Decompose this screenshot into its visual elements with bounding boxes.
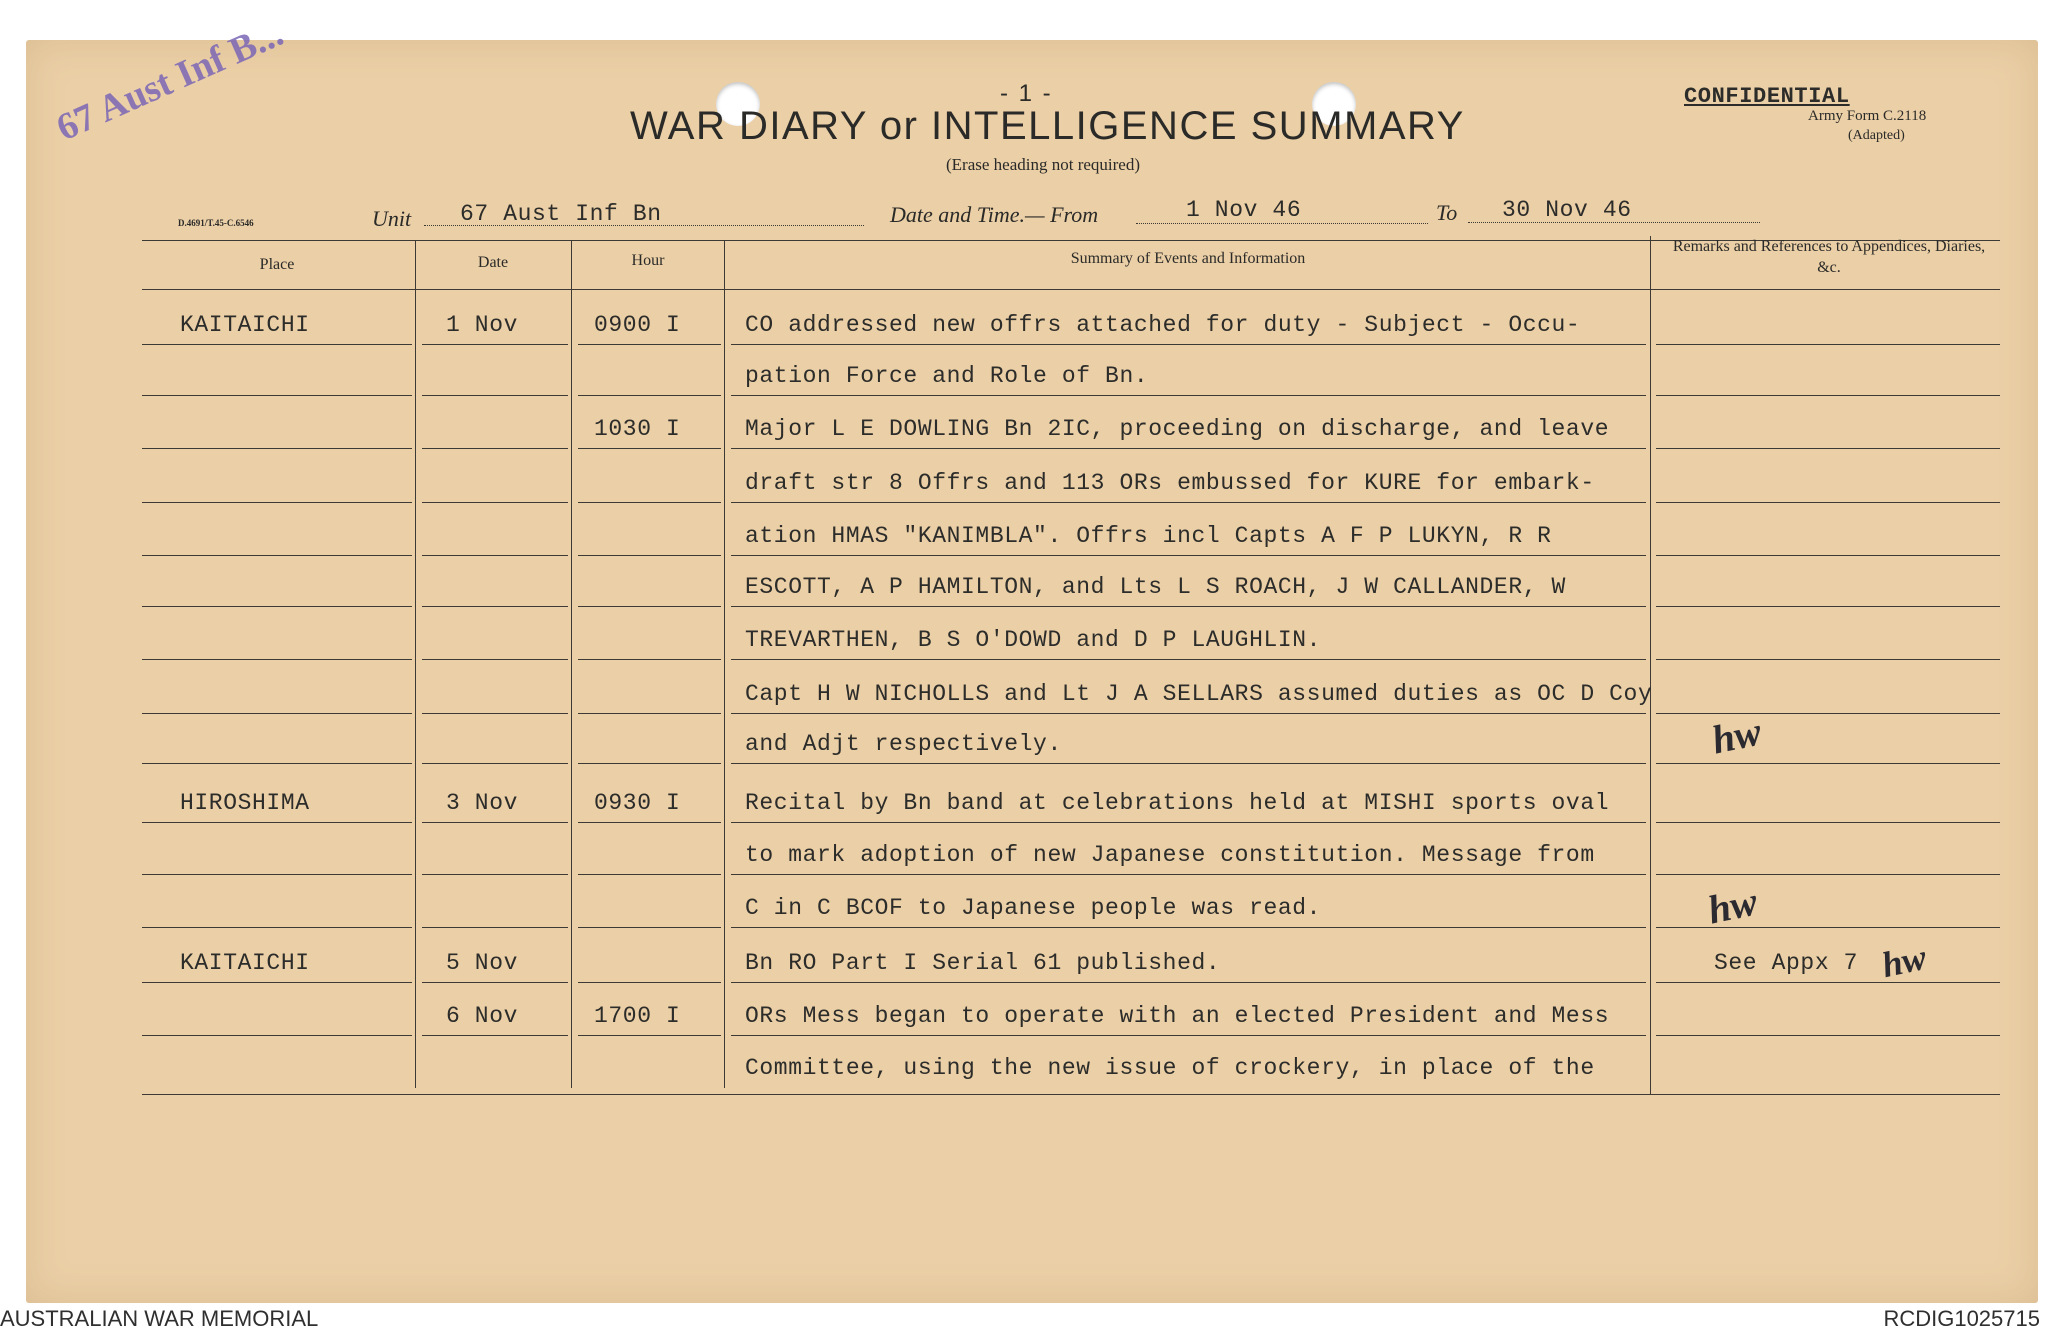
diary-page [26, 40, 2038, 1303]
cell-summary: Recital by Bn band at celebrations held at MISHI sports oval [745, 790, 1610, 816]
cell-summary: and Adjt respectively. [745, 731, 1062, 757]
cell-hour: 1030 I [594, 416, 681, 442]
print-code: D.4691/T.45-C.6546 [178, 218, 254, 228]
cell-summary: C in C BCOF to Japanese people was read. [745, 895, 1322, 921]
form-number: Army Form C.2118 [1808, 108, 1927, 124]
date-from-value: 1 Nov 46 [1186, 197, 1302, 223]
column-header-hour: Hour [631, 252, 665, 269]
initials-signature: hw [1703, 878, 1762, 933]
column-header-date: Date [477, 254, 509, 271]
cell-place: KAITAICHI [180, 312, 310, 338]
cell-date: 6 Nov [446, 1003, 519, 1029]
date-to-label: To [1436, 200, 1458, 225]
date-from-label: Date and Time.— From [890, 202, 1099, 227]
cell-hour: 0900 I [594, 312, 681, 338]
initials-signature: hw [1707, 708, 1766, 763]
cell-remarks: See Appx 7 [1714, 950, 1859, 976]
cell-summary: pation Force and Role of Bn. [745, 363, 1149, 389]
unit-label: Unit [372, 206, 412, 231]
column-header-remarks: Remarks and References to Appendices, Diaries, &c. [1672, 238, 1986, 276]
cell-summary: ESCOTT, A P HAMILTON, and Lts L S ROACH, J W CALLANDER, W [745, 574, 1566, 600]
cell-summary: TREVARTHEN, B S O'DOWD and D P LAUGHLIN. [745, 627, 1322, 653]
cell-hour: 0930 I [594, 790, 681, 816]
cell-summary: draft str 8 Offrs and 113 ORs embussed for KURE for embark- [745, 470, 1595, 496]
classification-label: CONFIDENTIAL [1684, 84, 1850, 109]
footer-archive-name: AUSTRALIAN WAR MEMORIAL [0, 1306, 319, 1331]
cell-date: 1 Nov [446, 312, 519, 338]
cell-hour: 1700 I [594, 1003, 681, 1029]
cell-date: 5 Nov [446, 950, 519, 976]
cell-date: 3 Nov [446, 790, 519, 816]
page-title: WAR DIARY or INTELLIGENCE SUMMARY [630, 104, 1465, 148]
cell-summary: ORs Mess began to operate with an elected President and Mess [745, 1003, 1610, 1029]
page-subtitle: (Erase heading not required) [946, 155, 1140, 174]
column-header-place: Place [259, 256, 295, 273]
form-note: (Adapted) [1848, 128, 1905, 143]
cell-place: KAITAICHI [180, 950, 310, 976]
cell-place: HIROSHIMA [180, 790, 310, 816]
date-to-value: 30 Nov 46 [1502, 197, 1632, 223]
cell-summary: Capt H W NICHOLLS and Lt J A SELLARS assumed duties as OC D Coy [745, 681, 1653, 707]
cell-summary: Major L E DOWLING Bn 2IC, proceeding on discharge, and leave [745, 416, 1610, 442]
initials-signature: hw [1878, 936, 1930, 986]
column-header-summary: Summary of Events and Information [1070, 250, 1306, 267]
unit-stamp: 67 Aust Inf B... [50, 12, 290, 150]
cell-summary: to mark adoption of new Japanese constitution. Message from [745, 842, 1595, 868]
cell-summary: CO addressed new offrs attached for duty - Subject - Occu- [745, 312, 1581, 338]
cell-summary: Committee, using the new issue of crockery, in place of the [745, 1055, 1595, 1081]
cell-summary: ation HMAS "KANIMBLA". Offrs incl Capts A F P LUKYN, R R [745, 523, 1552, 549]
footer-document-id: RCDIG1025715 [1883, 1306, 2040, 1331]
cell-summary: Bn RO Part I Serial 61 published. [745, 950, 1221, 976]
unit-value: 67 Aust Inf Bn [460, 201, 662, 227]
page-number: - 1 - [1000, 80, 1053, 107]
